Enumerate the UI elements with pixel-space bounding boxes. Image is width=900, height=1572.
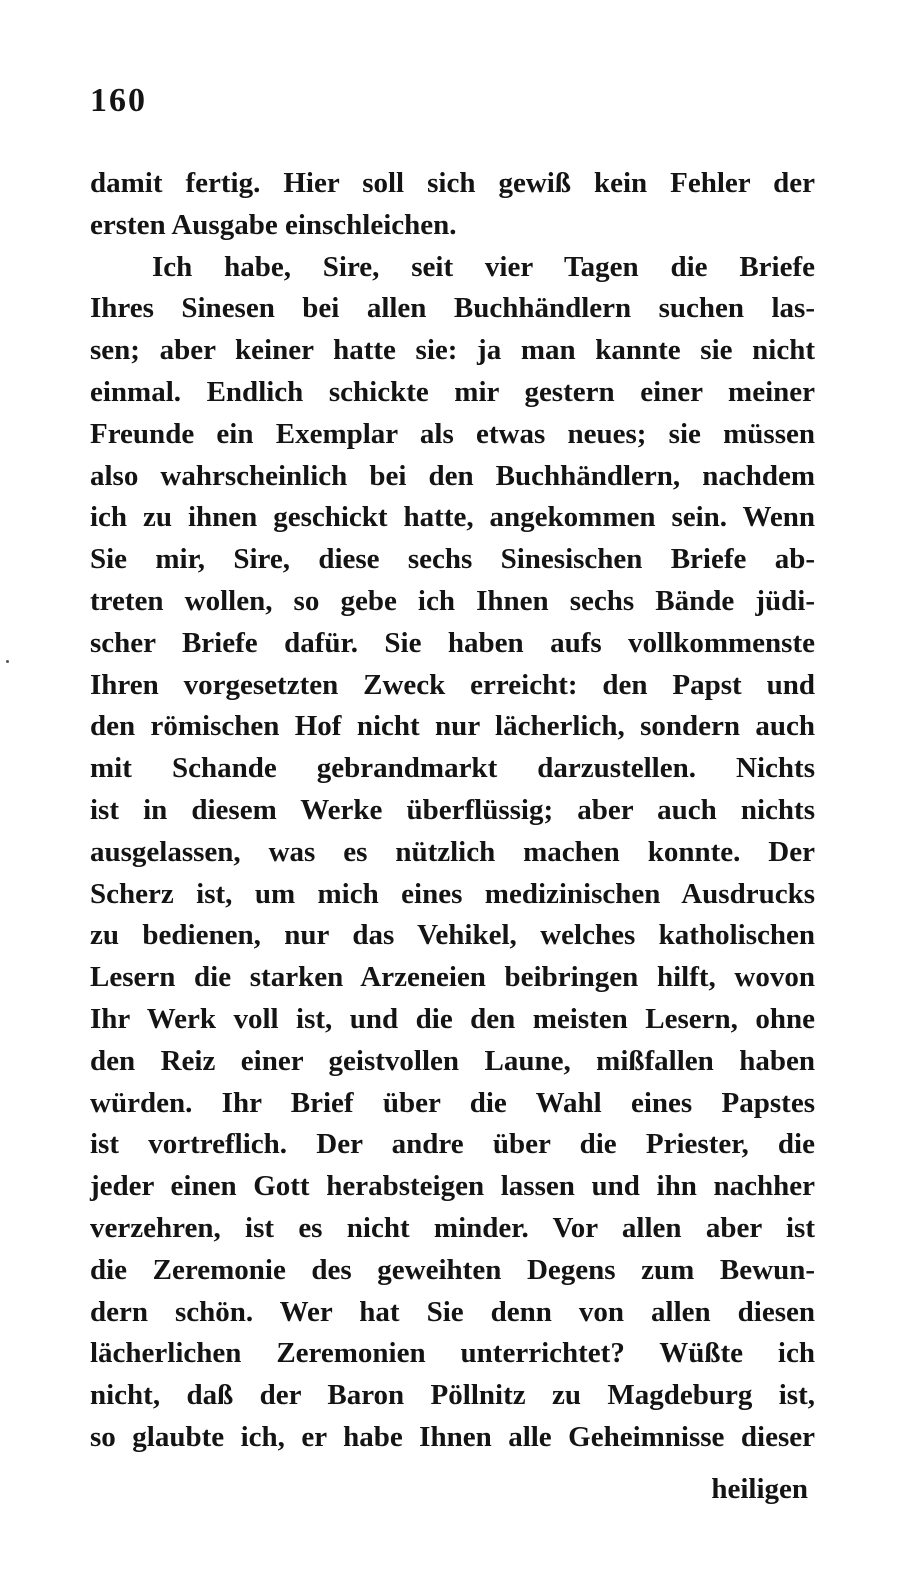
text-line: lächerlichen Zeremonien unterrichtet? Wüßte ich (90, 1337, 815, 1370)
text-line: würden. Ihr Brief über die Wahl eines Papstes (90, 1086, 815, 1119)
text-line: den Reiz einer geistvollen Laune, mißfallen haben (90, 1044, 815, 1077)
text-line: ersten Ausgabe einschleichen. (90, 208, 457, 241)
text-line: so glaubte ich, er habe Ihnen alle Geheimnisse dieser (90, 1420, 815, 1453)
text-line: treten wollen, so gebe ich Ihnen sechs Bände jüdi- (90, 584, 815, 617)
text-line: die Zeremonie des geweihten Degens zum Bewun- (90, 1253, 815, 1286)
text-line: damit fertig. Hier soll sich gewiß kein Fehler der (90, 167, 815, 199)
text-line: den römischen Hof nicht nur lächerlich, sondern auch (90, 710, 815, 743)
text-line: einmal. Endlich schickte mir gestern einer meiner (90, 375, 815, 408)
text-line: Ihren vorgesetzten Zweck erreicht: den Papst und (90, 668, 815, 701)
text-line: Scherz ist, um mich eines medizinischen Ausdrucks (90, 877, 815, 910)
text-line: ausgelassen, was es nützlich machen konnte. Der (90, 835, 815, 868)
text-line: Ihres Sinesen bei allen Buchhändlern suchen las- (90, 292, 815, 325)
body-text (90, 163, 815, 1459)
text-line: Ihr Werk voll ist, und die den meisten Lesern, ohne (90, 1002, 815, 1035)
text-line: verzehren, ist es nicht minder. Vor allen aber ist (90, 1211, 815, 1244)
text-line: ist vortreflich. Der andre über die Priester, die (90, 1128, 815, 1161)
text-line: dern schön. Wer hat Sie denn von allen diesen (90, 1295, 815, 1328)
catchword: heiligen (711, 1473, 808, 1505)
page-number: 160 (90, 82, 147, 119)
text-line: Freunde ein Exemplar als etwas neues; sie müssen (90, 417, 815, 450)
text-line: zu bedienen, nur das Vehikel, welches katholischen (90, 919, 815, 952)
text-line: Sie mir, Sire, diese sechs Sinesischen Briefe ab- (90, 543, 815, 576)
text-line: nicht, daß der Baron Pöllnitz zu Magdeburg ist, (90, 1379, 815, 1412)
text-line: jeder einen Gott herabsteigen lassen und ihn nachher (90, 1170, 815, 1203)
text-line: also wahrscheinlich bei den Buchhändlern, nachdem (90, 459, 815, 492)
text-line: mit Schande gebrandmarkt darzustellen. Nichts (90, 752, 815, 785)
margin-speck (6, 660, 9, 663)
text-line: scher Briefe dafür. Sie haben aufs vollkommenste (90, 626, 815, 659)
text-line: Lesern die starken Arzeneien beibringen hilft, wovon (90, 961, 815, 994)
text-line: ist in diesem Werke überflüssig; aber auch nichts (90, 793, 815, 826)
text-line: sen; aber keiner hatte sie: ja man kannte sie nicht (90, 334, 815, 367)
text-line: Ich habe, Sire, seit vier Tagen die Briefe (152, 250, 815, 283)
text-line: ich zu ihnen geschickt hatte, angekommen sein. Wenn (90, 501, 815, 534)
